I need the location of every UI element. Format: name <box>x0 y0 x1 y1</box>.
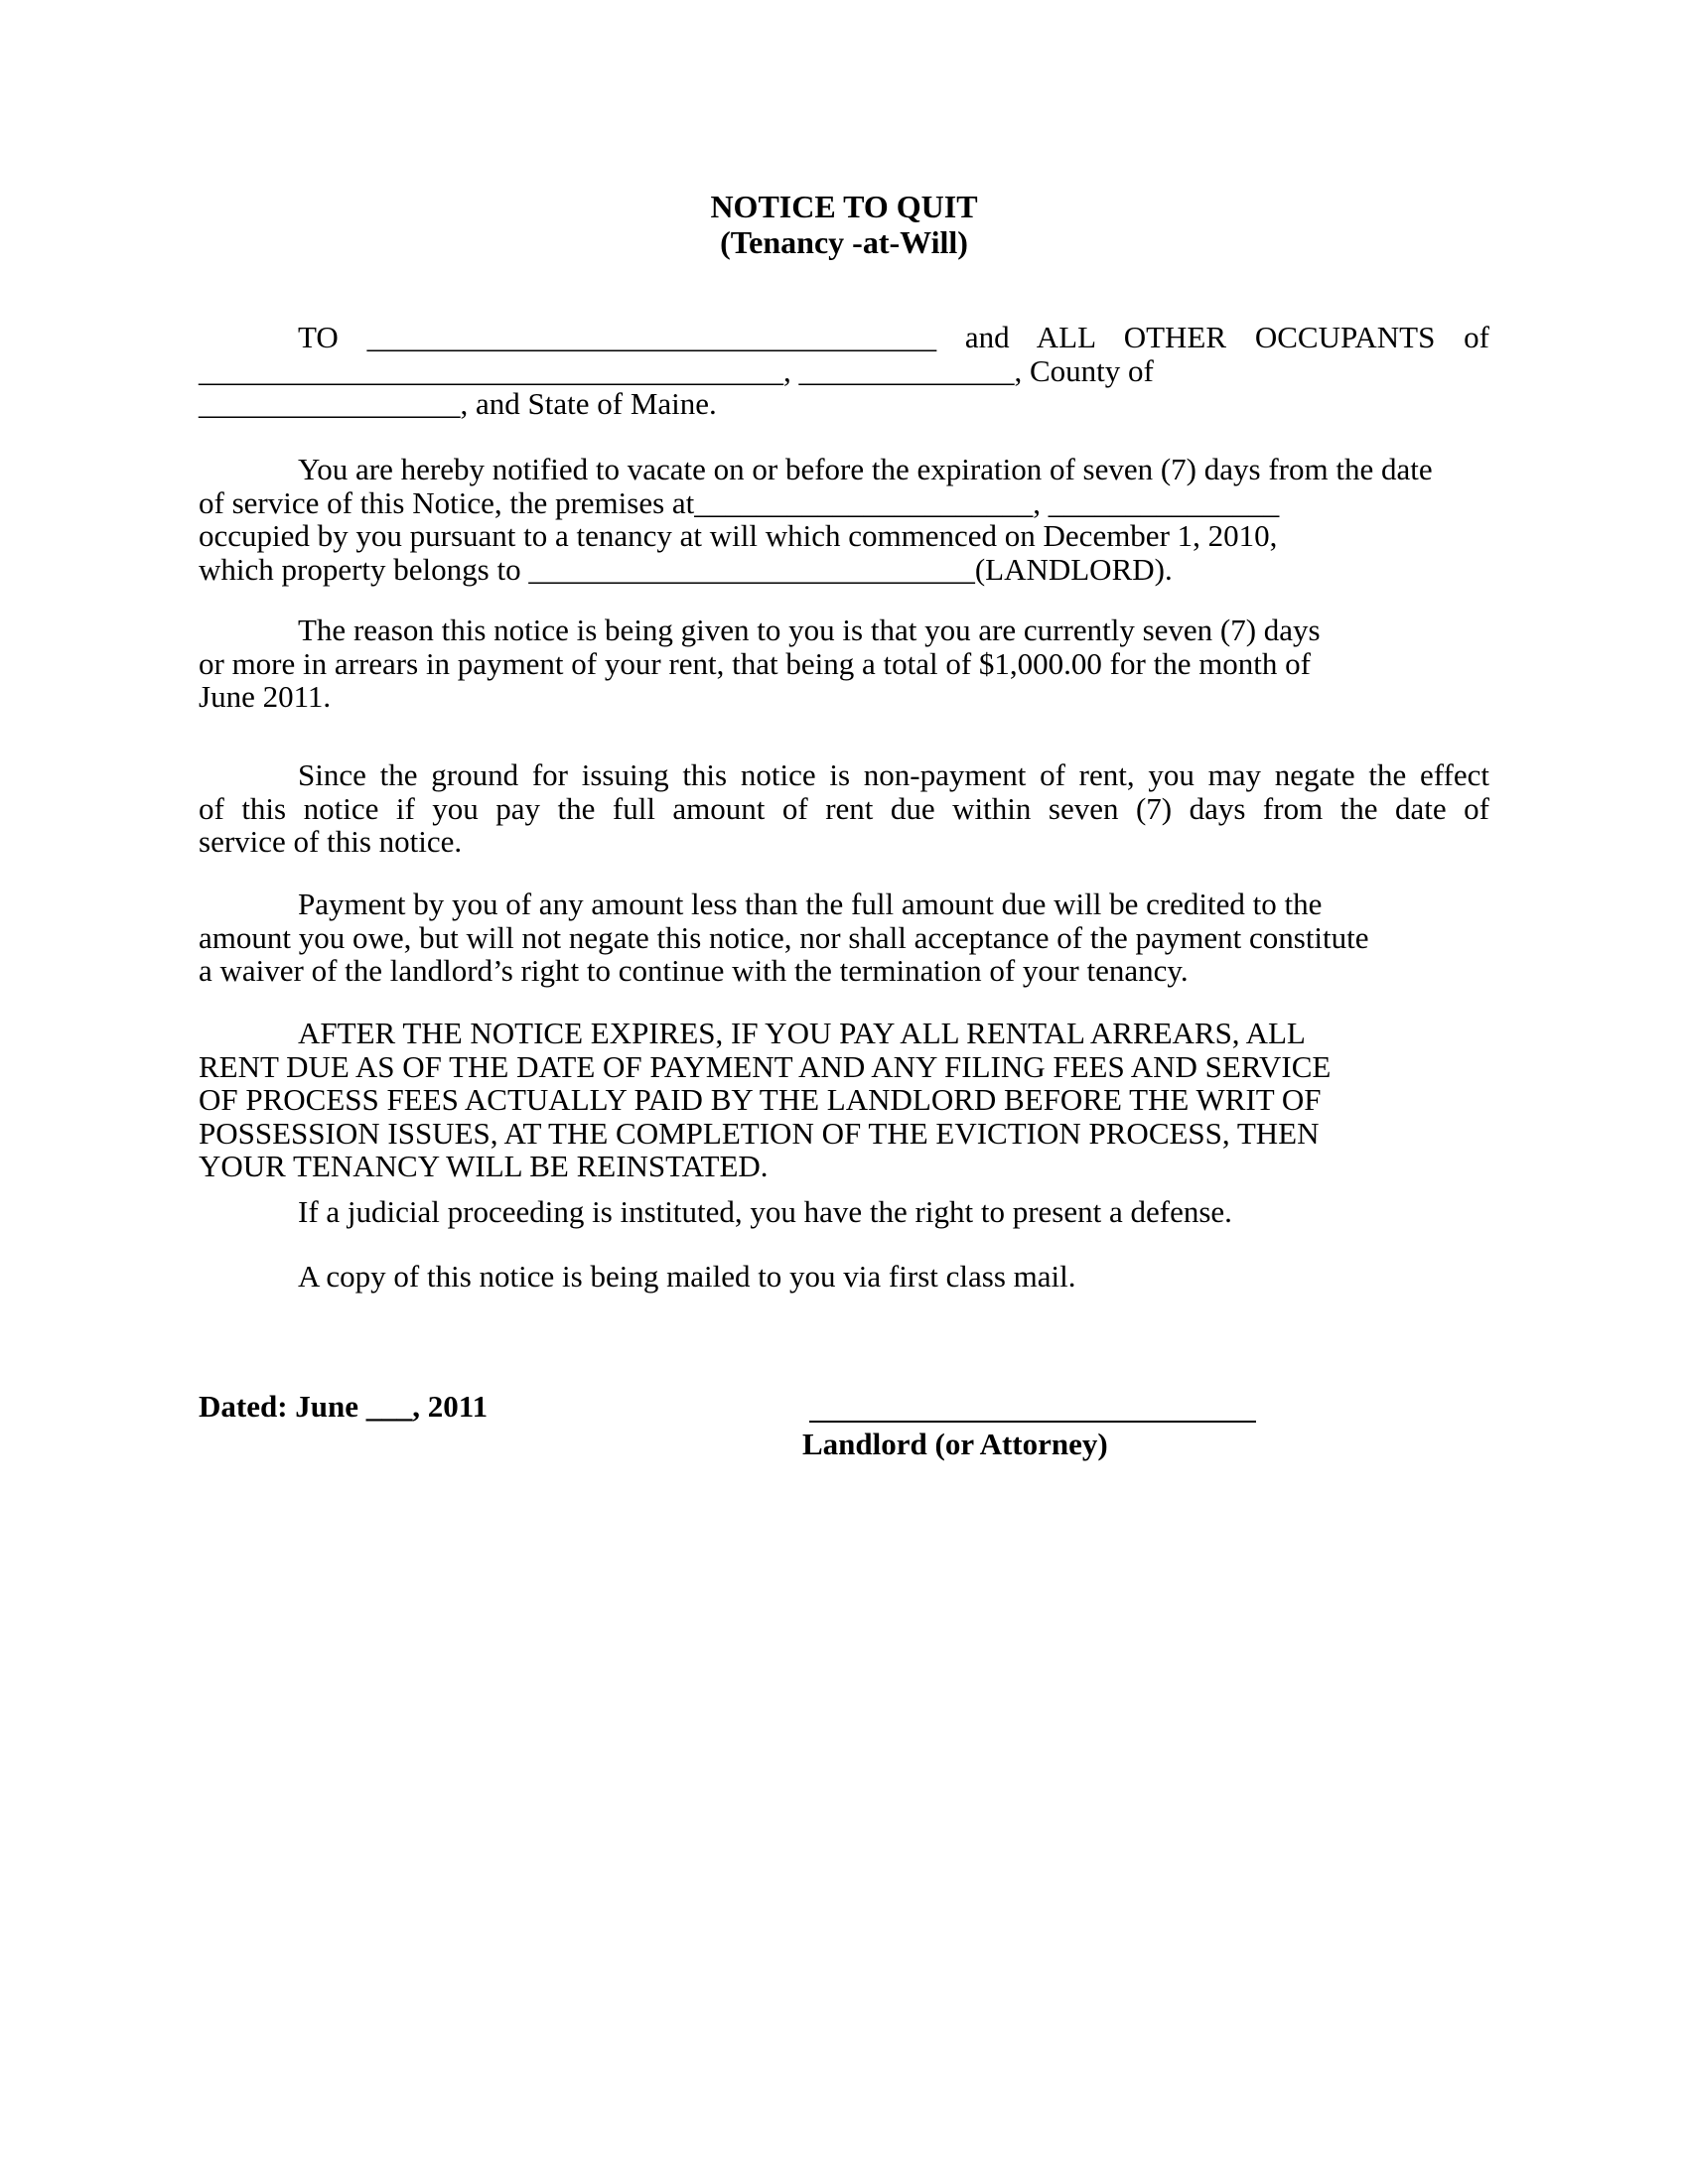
address-line-1: TO _____________________________________ and ALL OTHER OCCUPANTS of <box>298 320 1489 354</box>
paragraph-line: YOUR TENANCY WILL BE REINSTATED. <box>199 1149 769 1183</box>
paragraph-line: POSSESSION ISSUES, AT THE COMPLETION OF THE EVICTION PROCESS, THEN <box>199 1115 1320 1151</box>
paragraph-line: a waiver of the landlord’s right to continue with the termination of your tenancy. <box>199 953 1189 988</box>
signature-label: Landlord (or Attorney) <box>802 1427 1108 1461</box>
paragraph-line: OF PROCESS FEES ACTUALLY PAID BY THE LANDLORD BEFORE THE WRIT OF <box>199 1082 1322 1117</box>
paragraph-defense-right <box>199 1195 1489 1229</box>
paragraph-line: June 2011. <box>199 679 332 714</box>
paragraph-line: If a judicial proceeding is instituted, you have the right to present a defense. <box>298 1194 1232 1229</box>
paragraph-line: of service of this Notice, the premises at______________________, _______________ <box>199 484 1280 520</box>
paragraph-line: which property belongs to _____________________________(LANDLORD). <box>199 551 1173 587</box>
paragraph-line: Since the ground for issuing this notice is non-payment of rent, you may negate the effect <box>298 757 1489 792</box>
paragraph-line: A copy of this notice is being mailed to you via first class mail. <box>298 1259 1076 1294</box>
paragraph-line: service of this notice. <box>199 824 463 859</box>
paragraph-reinstatement <box>199 1017 1489 1183</box>
title-main: NOTICE TO QUIT <box>710 189 978 224</box>
paragraph-negate-effect <box>199 758 1489 859</box>
address-line-3: _________________, and State of Maine. <box>199 386 717 421</box>
title-subtitle: (Tenancy -at-Will) <box>720 224 968 260</box>
paragraph-line: of this notice if you pay the full amount of rent due within seven (7) days from the date of <box>199 790 1489 826</box>
paragraph-vacate-notice <box>199 453 1489 586</box>
address-block <box>199 321 1489 421</box>
paragraph-partial-payment <box>199 887 1489 988</box>
paragraph-line: Payment by you of any amount less than the full amount due will be credited to the <box>298 887 1323 921</box>
address-line-2: ______________________________________, ______________, County of <box>199 352 1154 388</box>
document-title <box>0 189 1688 260</box>
paragraph-line: RENT DUE AS OF THE DATE OF PAYMENT AND ANY FILING FEES AND SERVICE <box>199 1048 1332 1084</box>
paragraph-line: AFTER THE NOTICE EXPIRES, IF YOU PAY ALL RENTAL ARREARS, ALL <box>298 1016 1306 1050</box>
signature-line <box>809 1421 1256 1423</box>
paragraph-line: or more in arrears in payment of your rent, that being a total of $1,000.00 for the month of <box>199 645 1311 681</box>
paragraph-mailing <box>199 1260 1489 1294</box>
paragraph-line: amount you owe, but will not negate this notice, nor shall acceptance of the payment constitute <box>199 919 1369 955</box>
paragraph-line: The reason this notice is being given to you is that you are currently seven (7) days <box>298 613 1321 647</box>
paragraph-line: occupied by you pursuant to a tenancy at will which commenced on December 1, 2010, <box>199 518 1278 553</box>
dated-line: Dated: June ___, 2011 <box>199 1389 489 1424</box>
paragraph-reason <box>199 614 1489 714</box>
paragraph-line: You are hereby notified to vacate on or before the expiration of seven (7) days from the date <box>298 452 1433 486</box>
